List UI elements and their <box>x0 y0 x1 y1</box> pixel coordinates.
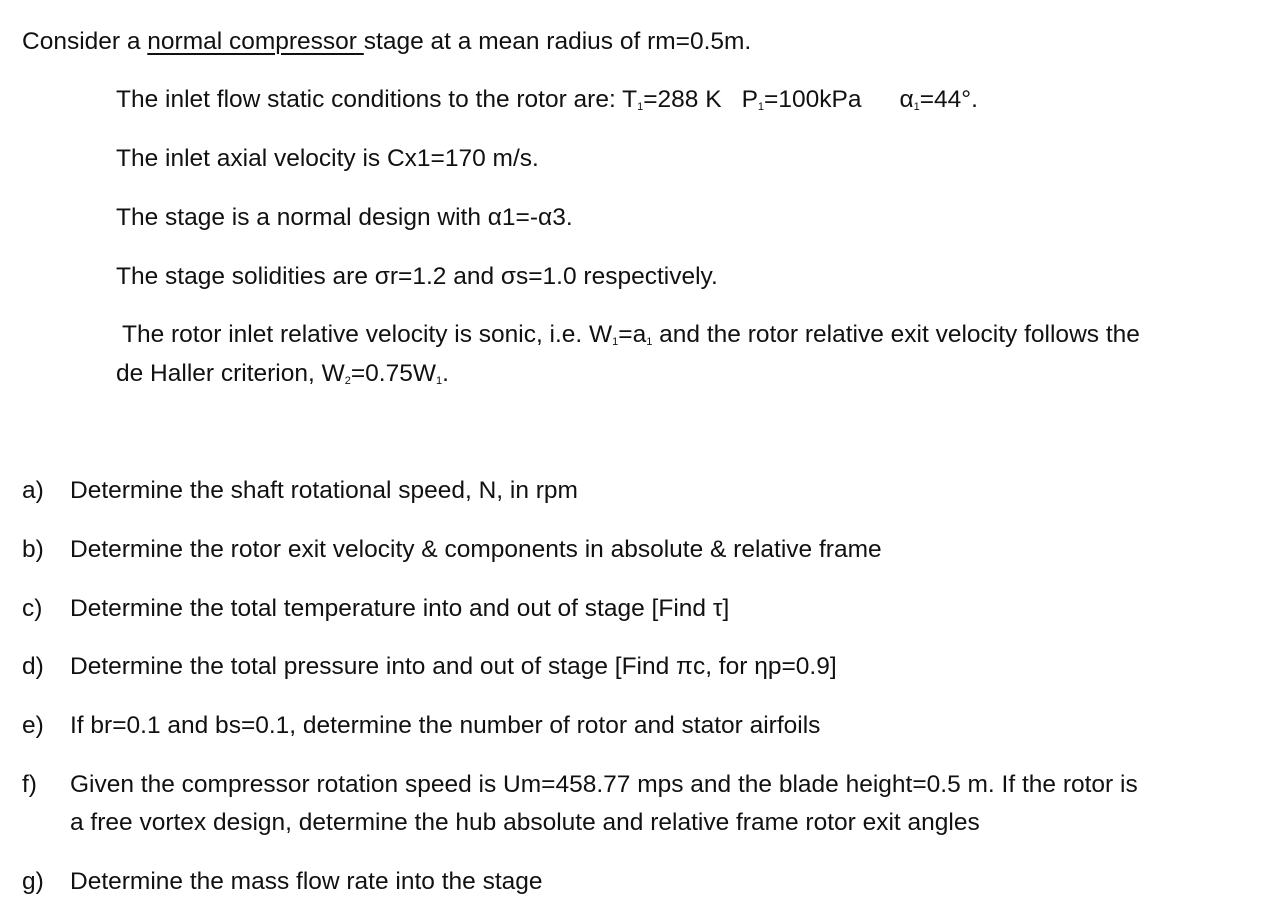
question-letter: d) <box>22 653 44 680</box>
question-text: Determine the total temperature into and out of stage [Find τ] <box>70 595 730 622</box>
given-solidities: The stage solidities are σr=1.2 and σs=1.0 respectively. <box>116 263 718 290</box>
question-letter: c) <box>22 595 43 622</box>
given-rotor-line-1: The rotor inlet relative velocity is sonic, i.e. $W_1=a_1$ and the rotor relative exit velocity follows the <box>122 321 1140 348</box>
intro-post: stage at a mean radius of rm=0.5m. <box>363 28 752 55</box>
given-axial-velocity: The inlet axial velocity is Cx1=170 m/s. <box>116 145 539 172</box>
given-inlet-conditions: The inlet flow static conditions to the rotor are: $T_1=288$ K $P_1=100kPa$ $\alpha_1=44^\circ$. <box>116 86 978 113</box>
problem-intro <box>22 27 751 57</box>
question-letter: f) <box>22 771 37 798</box>
intro-underlined: normal compressor <box>147 28 364 55</box>
question-text: Determine the mass flow rate into the stage <box>70 868 543 895</box>
given-normal-design: The stage is a normal design with α1=-α3. <box>116 204 573 231</box>
question-text: Determine the shaft rotational speed, N, in rpm <box>70 477 578 504</box>
question-text: If br=0.1 and bs=0.1, determine the number of rotor and stator airfoils <box>70 712 821 739</box>
question-letter: b) <box>22 536 44 563</box>
question-text: Determine the total pressure into and out of stage [Find πc, for ηp=0.9] <box>70 653 837 680</box>
given-rotor-line-2: de Haller criterion, $W_2=0.75W_1$. <box>116 360 449 387</box>
question-letter: e) <box>22 712 44 739</box>
question-text: Determine the rotor exit velocity & components in absolute & relative frame <box>70 536 882 563</box>
question-text: Given the compressor rotation speed is Um=458.77 mps and the blade height=0.5 m. If the rotor is <box>70 771 1138 798</box>
intro-pre: Consider a <box>22 28 148 55</box>
question-letter: g) <box>22 868 44 895</box>
question-text-continued: a free vortex design, determine the hub absolute and relative frame rotor exit angles <box>70 809 980 836</box>
question-letter: a) <box>22 477 44 504</box>
